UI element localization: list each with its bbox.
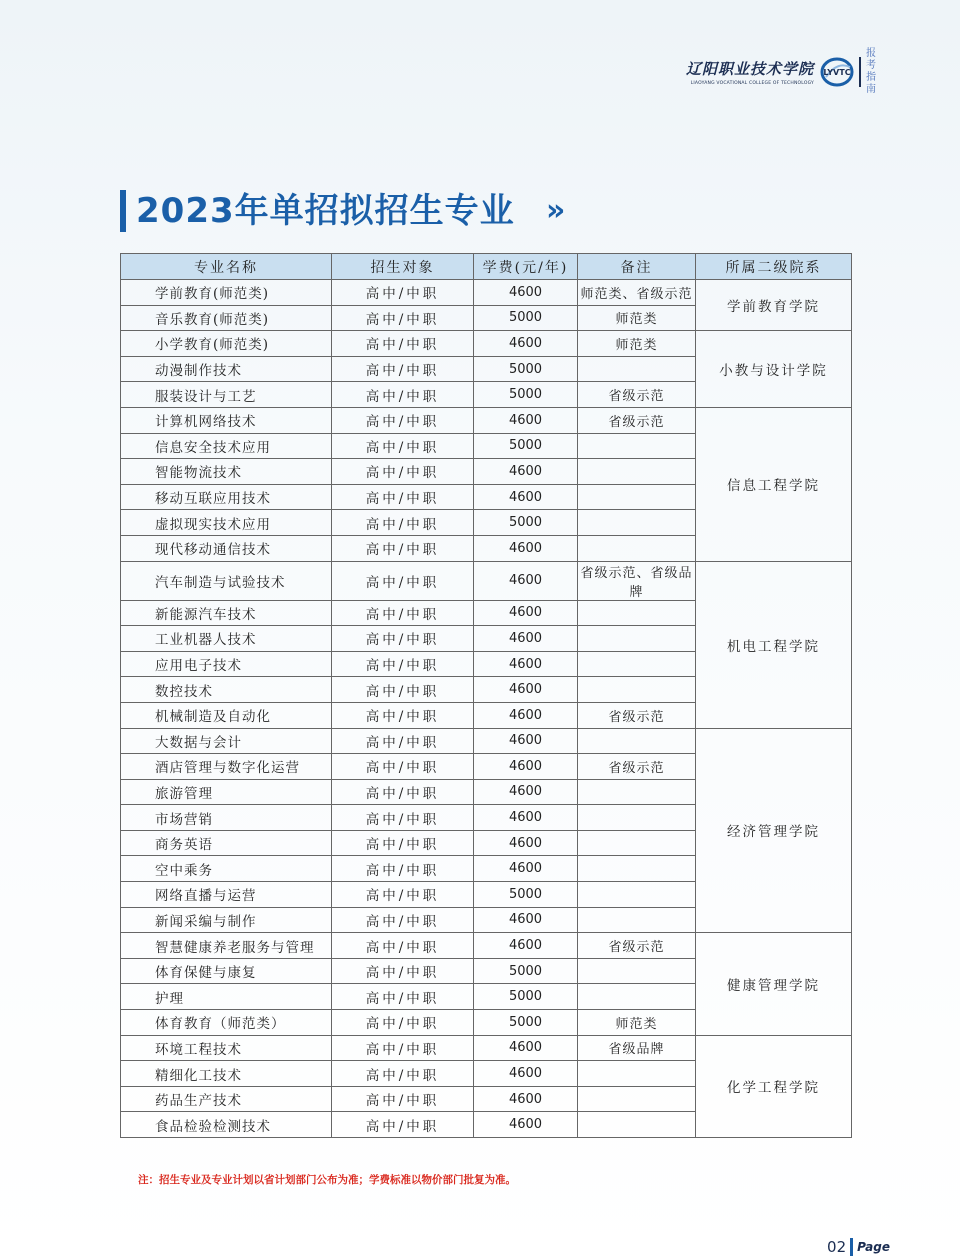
double-chevron-right-icon: » bbox=[546, 193, 566, 228]
majors-table bbox=[120, 253, 852, 1138]
department-cell: 学前教育学院 bbox=[696, 280, 852, 331]
page-word: Page bbox=[857, 1240, 890, 1254]
note-cell bbox=[578, 459, 696, 485]
fee-cell: 4600 bbox=[474, 651, 578, 677]
major-name-cell: 学前教育(师范类) bbox=[121, 280, 332, 306]
target-cell: 高中/中职 bbox=[332, 433, 474, 459]
note-cell: 省级示范、省级品牌 bbox=[578, 561, 696, 600]
note-cell: 师范类 bbox=[578, 1010, 696, 1036]
major-name-cell: 新闻采编与制作 bbox=[121, 907, 332, 933]
target-cell: 高中/中职 bbox=[332, 984, 474, 1010]
fee-cell: 4600 bbox=[474, 677, 578, 703]
major-name-cell: 移动互联应用技术 bbox=[121, 484, 332, 510]
major-name-cell: 新能源汽车技术 bbox=[121, 600, 332, 626]
fee-cell: 4600 bbox=[474, 600, 578, 626]
college-name-cn: 辽阳职业技术学院 bbox=[685, 60, 814, 78]
note-cell bbox=[578, 651, 696, 677]
target-cell: 高中/中职 bbox=[332, 382, 474, 408]
target-cell: 高中/中职 bbox=[332, 907, 474, 933]
fee-cell: 4600 bbox=[474, 830, 578, 856]
target-cell: 高中/中职 bbox=[332, 407, 474, 433]
target-cell: 高中/中职 bbox=[332, 754, 474, 780]
table-header-row bbox=[121, 254, 852, 280]
note-cell bbox=[578, 856, 696, 882]
major-name-cell: 应用电子技术 bbox=[121, 651, 332, 677]
target-cell: 高中/中职 bbox=[332, 561, 474, 600]
fee-cell: 5000 bbox=[474, 510, 578, 536]
target-cell: 高中/中职 bbox=[332, 1035, 474, 1061]
note-cell bbox=[578, 728, 696, 754]
fee-cell: 5000 bbox=[474, 984, 578, 1010]
department-cell: 小教与设计学院 bbox=[696, 331, 852, 408]
brand-text bbox=[686, 58, 814, 86]
major-name-cell: 现代移动通信技术 bbox=[121, 535, 332, 561]
target-cell: 高中/中职 bbox=[332, 882, 474, 908]
major-name-cell: 精细化工技术 bbox=[121, 1061, 332, 1087]
fee-cell: 4600 bbox=[474, 561, 578, 600]
page-number bbox=[827, 1238, 890, 1256]
department-cell: 经济管理学院 bbox=[696, 728, 852, 933]
fee-cell: 5000 bbox=[474, 1010, 578, 1036]
major-name-cell: 数控技术 bbox=[121, 677, 332, 703]
note-cell bbox=[578, 958, 696, 984]
fee-cell: 4600 bbox=[474, 754, 578, 780]
target-cell: 高中/中职 bbox=[332, 958, 474, 984]
college-name-en: LIAOYANG VOCATIONAL COLLEGE OF TECHNOLOGY bbox=[690, 81, 814, 86]
major-name-cell: 体育教育（师范类） bbox=[121, 1010, 332, 1036]
fee-cell: 5000 bbox=[474, 305, 578, 331]
major-name-cell: 商务英语 bbox=[121, 830, 332, 856]
target-cell: 高中/中职 bbox=[332, 779, 474, 805]
major-name-cell: 旅游管理 bbox=[121, 779, 332, 805]
table-row bbox=[121, 561, 852, 600]
title-accent-bar bbox=[120, 190, 126, 232]
note-cell bbox=[578, 484, 696, 510]
major-name-cell: 工业机器人技术 bbox=[121, 626, 332, 652]
major-name-cell: 小学教育(师范类) bbox=[121, 331, 332, 357]
note-cell: 省级示范 bbox=[578, 702, 696, 728]
note-cell bbox=[578, 830, 696, 856]
target-cell: 高中/中职 bbox=[332, 626, 474, 652]
table-row bbox=[121, 280, 852, 306]
note-cell bbox=[578, 510, 696, 536]
major-name-cell: 服装设计与工艺 bbox=[121, 382, 332, 408]
major-name-cell: 空中乘务 bbox=[121, 856, 332, 882]
note-cell bbox=[578, 984, 696, 1010]
target-cell: 高中/中职 bbox=[332, 535, 474, 561]
major-name-cell: 网络直播与运营 bbox=[121, 882, 332, 908]
target-cell: 高中/中职 bbox=[332, 484, 474, 510]
target-cell: 高中/中职 bbox=[332, 1061, 474, 1087]
note-cell: 师范类 bbox=[578, 331, 696, 357]
department-cell: 信息工程学院 bbox=[696, 407, 852, 561]
table-body bbox=[121, 280, 852, 1138]
department-cell: 化学工程学院 bbox=[696, 1035, 852, 1137]
major-name-cell: 市场营销 bbox=[121, 805, 332, 831]
note-cell: 师范类 bbox=[578, 305, 696, 331]
fee-cell: 4600 bbox=[474, 702, 578, 728]
target-cell: 高中/中职 bbox=[332, 702, 474, 728]
page-number-divider bbox=[850, 1238, 853, 1256]
brand-divider bbox=[859, 57, 861, 87]
header-target: 招生对象 bbox=[332, 254, 474, 280]
target-cell: 高中/中职 bbox=[332, 677, 474, 703]
target-cell: 高中/中职 bbox=[332, 728, 474, 754]
note-cell bbox=[578, 882, 696, 908]
major-name-cell: 食品检验检测技术 bbox=[121, 1112, 332, 1138]
target-cell: 高中/中职 bbox=[332, 280, 474, 306]
header-note: 备注 bbox=[578, 254, 696, 280]
fee-cell: 4600 bbox=[474, 1035, 578, 1061]
major-name-cell: 音乐教育(师范类) bbox=[121, 305, 332, 331]
target-cell: 高中/中职 bbox=[332, 510, 474, 536]
note-cell: 省级示范 bbox=[578, 933, 696, 959]
fee-cell: 4600 bbox=[474, 933, 578, 959]
note-cell bbox=[578, 779, 696, 805]
guide-label: 报考指南 bbox=[866, 48, 876, 95]
fee-cell: 5000 bbox=[474, 882, 578, 908]
major-name-cell: 计算机网络技术 bbox=[121, 407, 332, 433]
header-fee: 学费(元/年) bbox=[474, 254, 578, 280]
note-cell bbox=[578, 626, 696, 652]
fee-cell: 4600 bbox=[474, 484, 578, 510]
logo-text: LYVTC bbox=[823, 68, 851, 77]
fee-cell: 5000 bbox=[474, 356, 578, 382]
major-name-cell: 环境工程技术 bbox=[121, 1035, 332, 1061]
target-cell: 高中/中职 bbox=[332, 331, 474, 357]
department-cell: 机电工程学院 bbox=[696, 561, 852, 728]
target-cell: 高中/中职 bbox=[332, 305, 474, 331]
note-cell bbox=[578, 433, 696, 459]
note-cell bbox=[578, 1112, 696, 1138]
fee-cell: 4600 bbox=[474, 907, 578, 933]
fee-cell: 4600 bbox=[474, 280, 578, 306]
table-row bbox=[121, 728, 852, 754]
fee-cell: 4600 bbox=[474, 779, 578, 805]
note-cell bbox=[578, 1086, 696, 1112]
target-cell: 高中/中职 bbox=[332, 830, 474, 856]
fee-cell: 4600 bbox=[474, 728, 578, 754]
target-cell: 高中/中职 bbox=[332, 600, 474, 626]
target-cell: 高中/中职 bbox=[332, 805, 474, 831]
target-cell: 高中/中职 bbox=[332, 1086, 474, 1112]
major-name-cell: 体育保健与康复 bbox=[121, 958, 332, 984]
fee-cell: 5000 bbox=[474, 433, 578, 459]
fee-cell: 4600 bbox=[474, 535, 578, 561]
fee-cell: 4600 bbox=[474, 459, 578, 485]
table-row bbox=[121, 1035, 852, 1061]
header-department: 所属二级院系 bbox=[696, 254, 852, 280]
target-cell: 高中/中职 bbox=[332, 1112, 474, 1138]
note-cell: 省级示范 bbox=[578, 754, 696, 780]
target-cell: 高中/中职 bbox=[332, 856, 474, 882]
fee-cell: 4600 bbox=[474, 407, 578, 433]
target-cell: 高中/中职 bbox=[332, 933, 474, 959]
college-logo-icon bbox=[820, 57, 854, 87]
footnote: 注：招生专业及专业计划以省计划部门公布为准；学费标准以物价部门批复为准。 bbox=[138, 1174, 516, 1186]
college-brand bbox=[686, 48, 878, 96]
major-name-cell: 信息安全技术应用 bbox=[121, 433, 332, 459]
major-name-cell: 酒店管理与数字化运营 bbox=[121, 754, 332, 780]
page-title: 2023年单招拟招生专业 bbox=[136, 191, 515, 231]
note-cell: 省级示范 bbox=[578, 382, 696, 408]
table-row bbox=[121, 331, 852, 357]
major-name-cell: 大数据与会计 bbox=[121, 728, 332, 754]
fee-cell: 4600 bbox=[474, 626, 578, 652]
fee-cell: 4600 bbox=[474, 1112, 578, 1138]
note-cell bbox=[578, 1061, 696, 1087]
fee-cell: 4600 bbox=[474, 856, 578, 882]
note-cell bbox=[578, 535, 696, 561]
fee-cell: 4600 bbox=[474, 805, 578, 831]
target-cell: 高中/中职 bbox=[332, 356, 474, 382]
major-name-cell: 护理 bbox=[121, 984, 332, 1010]
major-name-cell: 智慧健康养老服务与管理 bbox=[121, 933, 332, 959]
department-cell: 健康管理学院 bbox=[696, 933, 852, 1035]
note-cell bbox=[578, 907, 696, 933]
major-name-cell: 智能物流技术 bbox=[121, 459, 332, 485]
page-number-value: 02 bbox=[827, 1238, 847, 1256]
fee-cell: 4600 bbox=[474, 1086, 578, 1112]
fee-cell: 4600 bbox=[474, 331, 578, 357]
header-major-name: 专业名称 bbox=[121, 254, 332, 280]
major-name-cell: 动漫制作技术 bbox=[121, 356, 332, 382]
major-name-cell: 虚拟现实技术应用 bbox=[121, 510, 332, 536]
note-cell: 师范类、省级示范 bbox=[578, 280, 696, 306]
table-row bbox=[121, 407, 852, 433]
note-cell: 省级品牌 bbox=[578, 1035, 696, 1061]
fee-cell: 5000 bbox=[474, 382, 578, 408]
table-row bbox=[121, 933, 852, 959]
note-cell bbox=[578, 805, 696, 831]
target-cell: 高中/中职 bbox=[332, 651, 474, 677]
fee-cell: 4600 bbox=[474, 1061, 578, 1087]
note-cell bbox=[578, 600, 696, 626]
major-name-cell: 药品生产技术 bbox=[121, 1086, 332, 1112]
note-cell bbox=[578, 677, 696, 703]
target-cell: 高中/中职 bbox=[332, 459, 474, 485]
target-cell: 高中/中职 bbox=[332, 1010, 474, 1036]
note-cell: 省级示范 bbox=[578, 407, 696, 433]
major-name-cell: 机械制造及自动化 bbox=[121, 702, 332, 728]
major-name-cell: 汽车制造与试验技术 bbox=[121, 561, 332, 600]
fee-cell: 5000 bbox=[474, 958, 578, 984]
note-cell bbox=[578, 356, 696, 382]
